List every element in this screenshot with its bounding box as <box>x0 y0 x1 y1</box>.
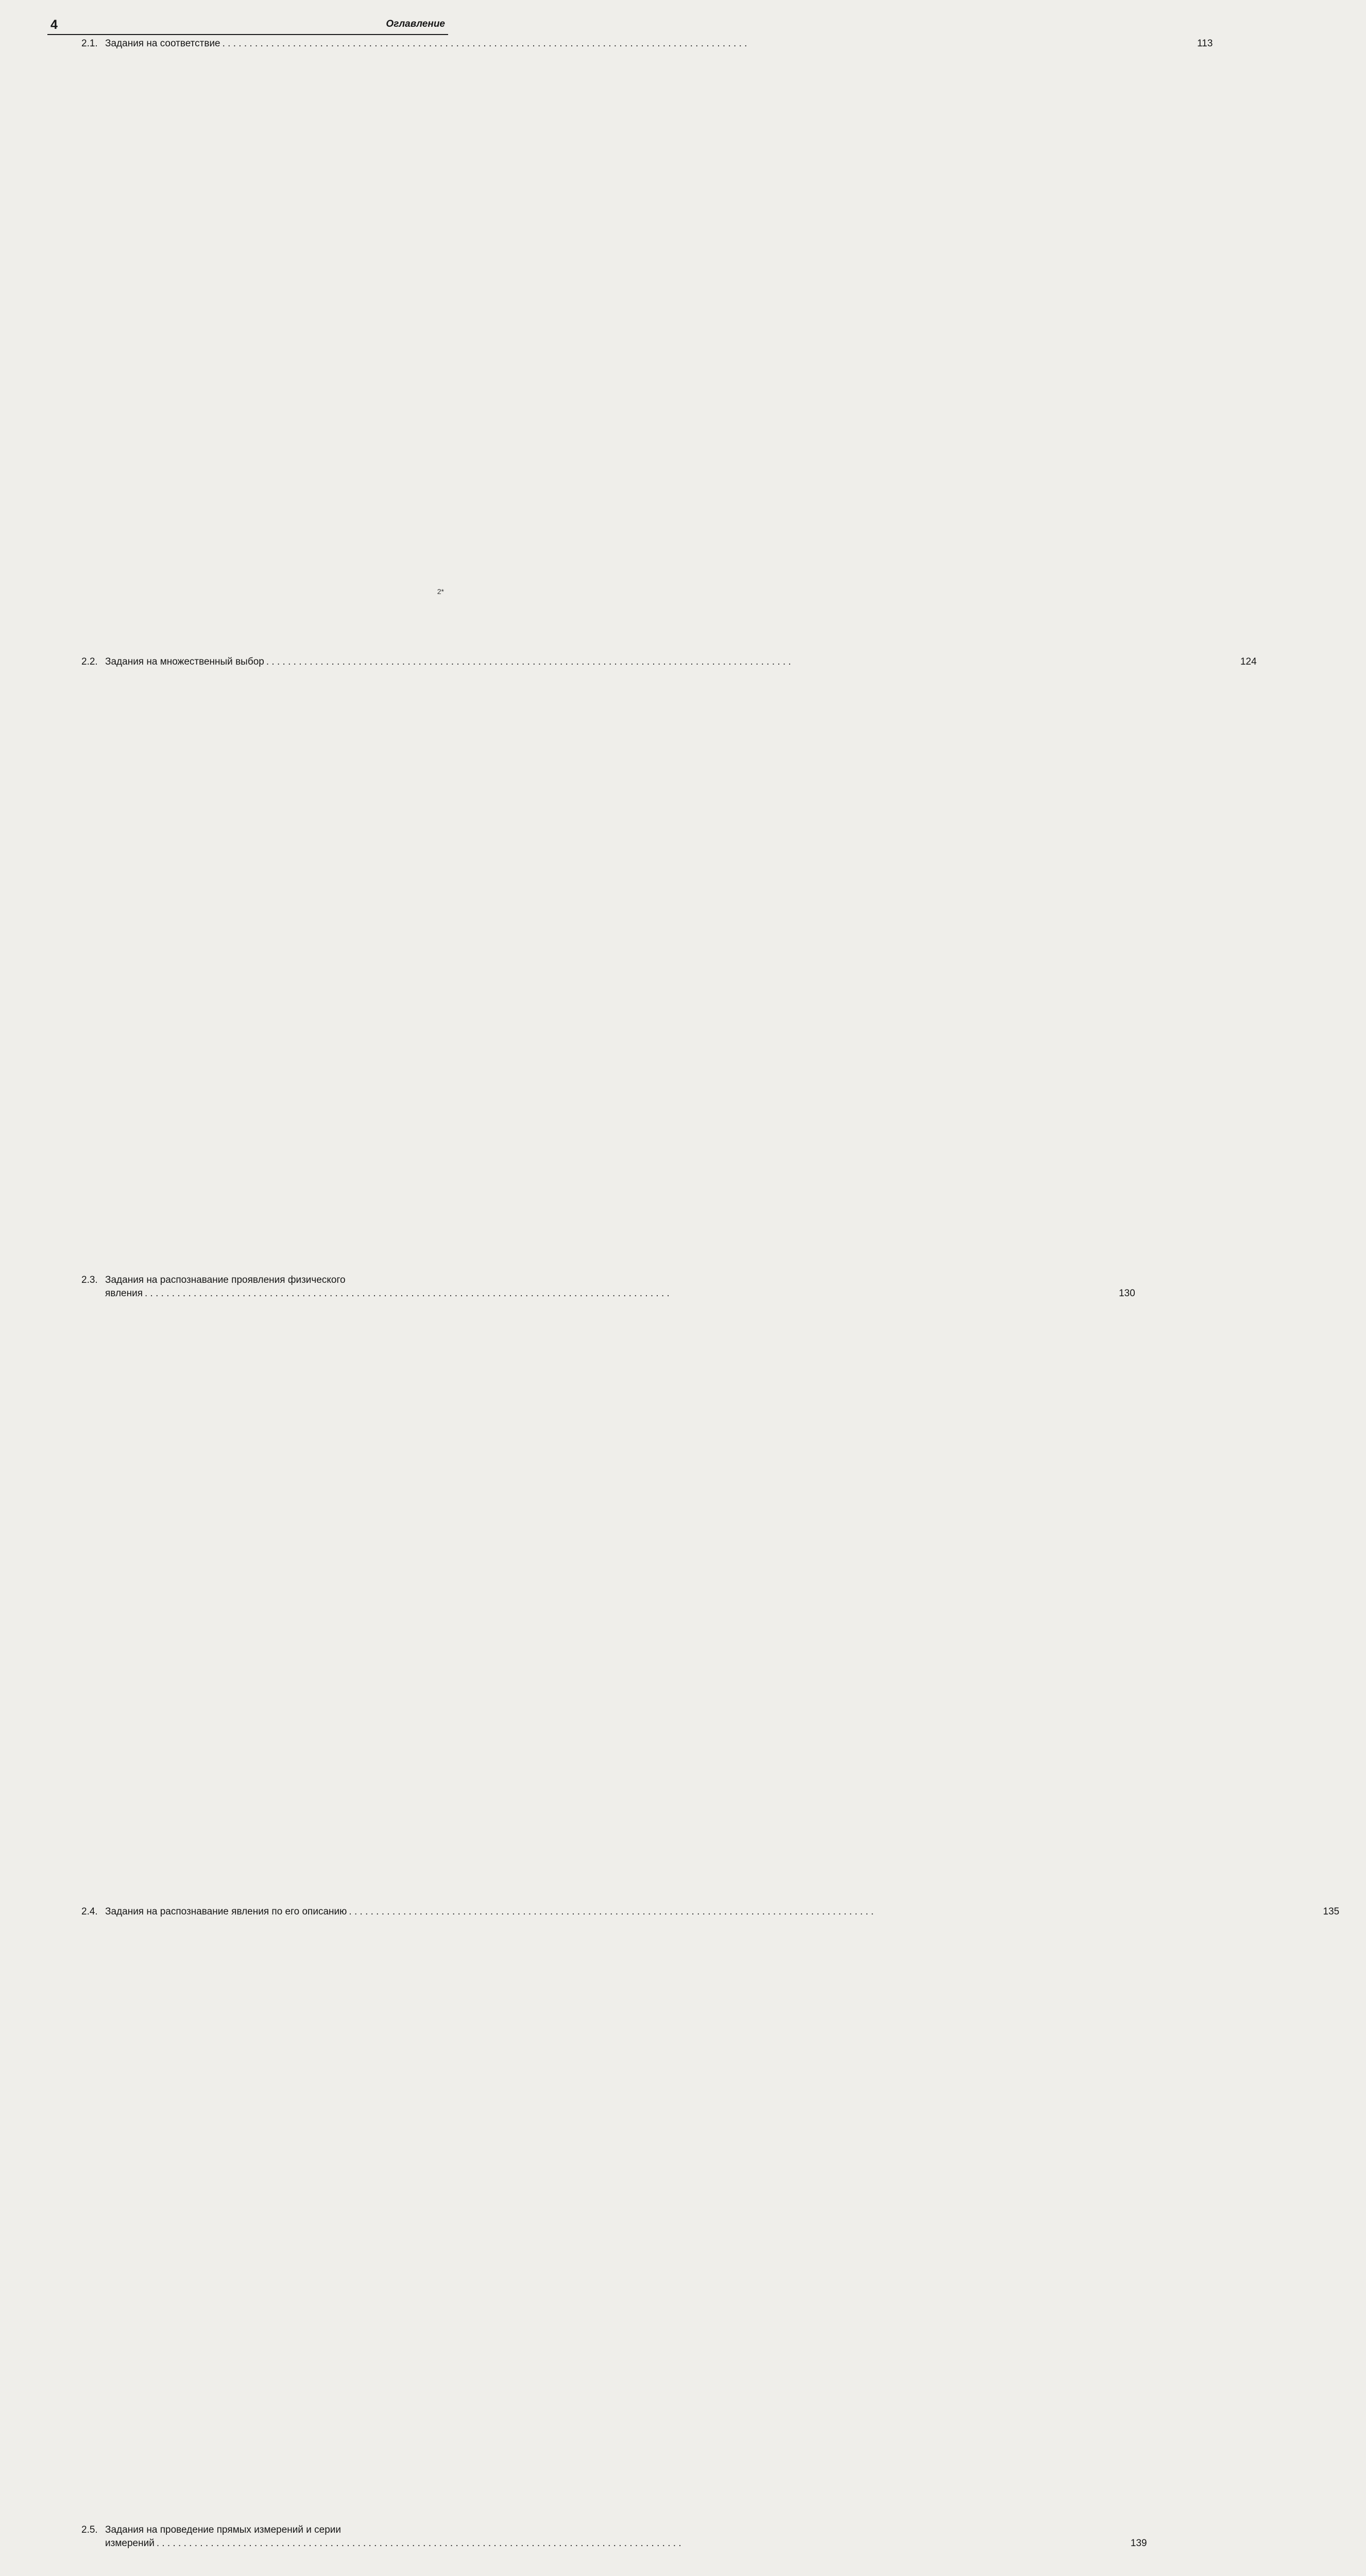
toc-entry <box>67 37 1213 655</box>
toc-entry-page: 139 <box>1130 2538 1147 2549</box>
toc-entry-title: Задания на соответствие <box>105 38 220 49</box>
toc-entry-line <box>105 2537 1147 2576</box>
toc-entry-title: измерений <box>105 2538 155 2549</box>
toc-entry-body <box>105 655 1257 1274</box>
toc-entry <box>67 2523 1147 2576</box>
toc-entry-title: Задания на распознавание проявления физического <box>105 1275 346 1285</box>
dot-leader <box>349 1905 874 1919</box>
dot-leader <box>223 37 747 50</box>
signature-mark: 2* <box>437 587 444 596</box>
toc-entry-line <box>105 1274 1135 1287</box>
table-of-contents <box>67 37 1340 2576</box>
toc-entry-title: Задания на распознавание явления по его описанию <box>105 1906 347 1918</box>
dot-leader <box>266 655 791 669</box>
dot-leader <box>157 2537 681 2550</box>
dot-leader <box>145 1287 670 1300</box>
toc-entry <box>67 1274 1135 1905</box>
toc-entry-line <box>105 37 1213 655</box>
toc-entry-line <box>105 2523 1147 2537</box>
toc-entry-line <box>105 655 1257 1274</box>
toc-entry-page: 113 <box>1197 38 1213 49</box>
toc-entry-number: 2.1. <box>81 38 98 49</box>
toc-entry-number: 2.5. <box>81 2524 98 2536</box>
toc-entry <box>67 1905 1340 2523</box>
header-rule <box>47 34 448 35</box>
toc-entry-number: 2.3. <box>81 1275 98 1285</box>
toc-entry-title: Задания на проведение прямых измерений и серии <box>105 2524 341 2536</box>
toc-entry-body <box>105 2523 1147 2576</box>
toc-entry-body <box>105 37 1213 655</box>
toc-entry-number: 2.4. <box>81 1906 98 1918</box>
toc-entry-page: 135 <box>1323 1906 1340 1918</box>
toc-entry-number: 2.2. <box>81 656 98 667</box>
toc-entry-title: явления <box>105 1288 143 1299</box>
toc-entry <box>67 655 1257 1274</box>
toc-entry-line <box>105 1287 1135 1905</box>
toc-entry-line <box>105 1905 1339 2523</box>
toc-entry-body <box>105 1274 1135 1905</box>
running-title: Оглавление <box>386 19 445 29</box>
page-header <box>47 14 448 37</box>
toc-entry-title: Задания на множественный выбор <box>105 656 264 667</box>
toc-entry-page: 130 <box>1119 1288 1135 1299</box>
toc-entry-page: 124 <box>1240 656 1257 667</box>
toc-entry-body <box>105 1905 1339 2523</box>
page-number: 4 <box>50 18 58 32</box>
